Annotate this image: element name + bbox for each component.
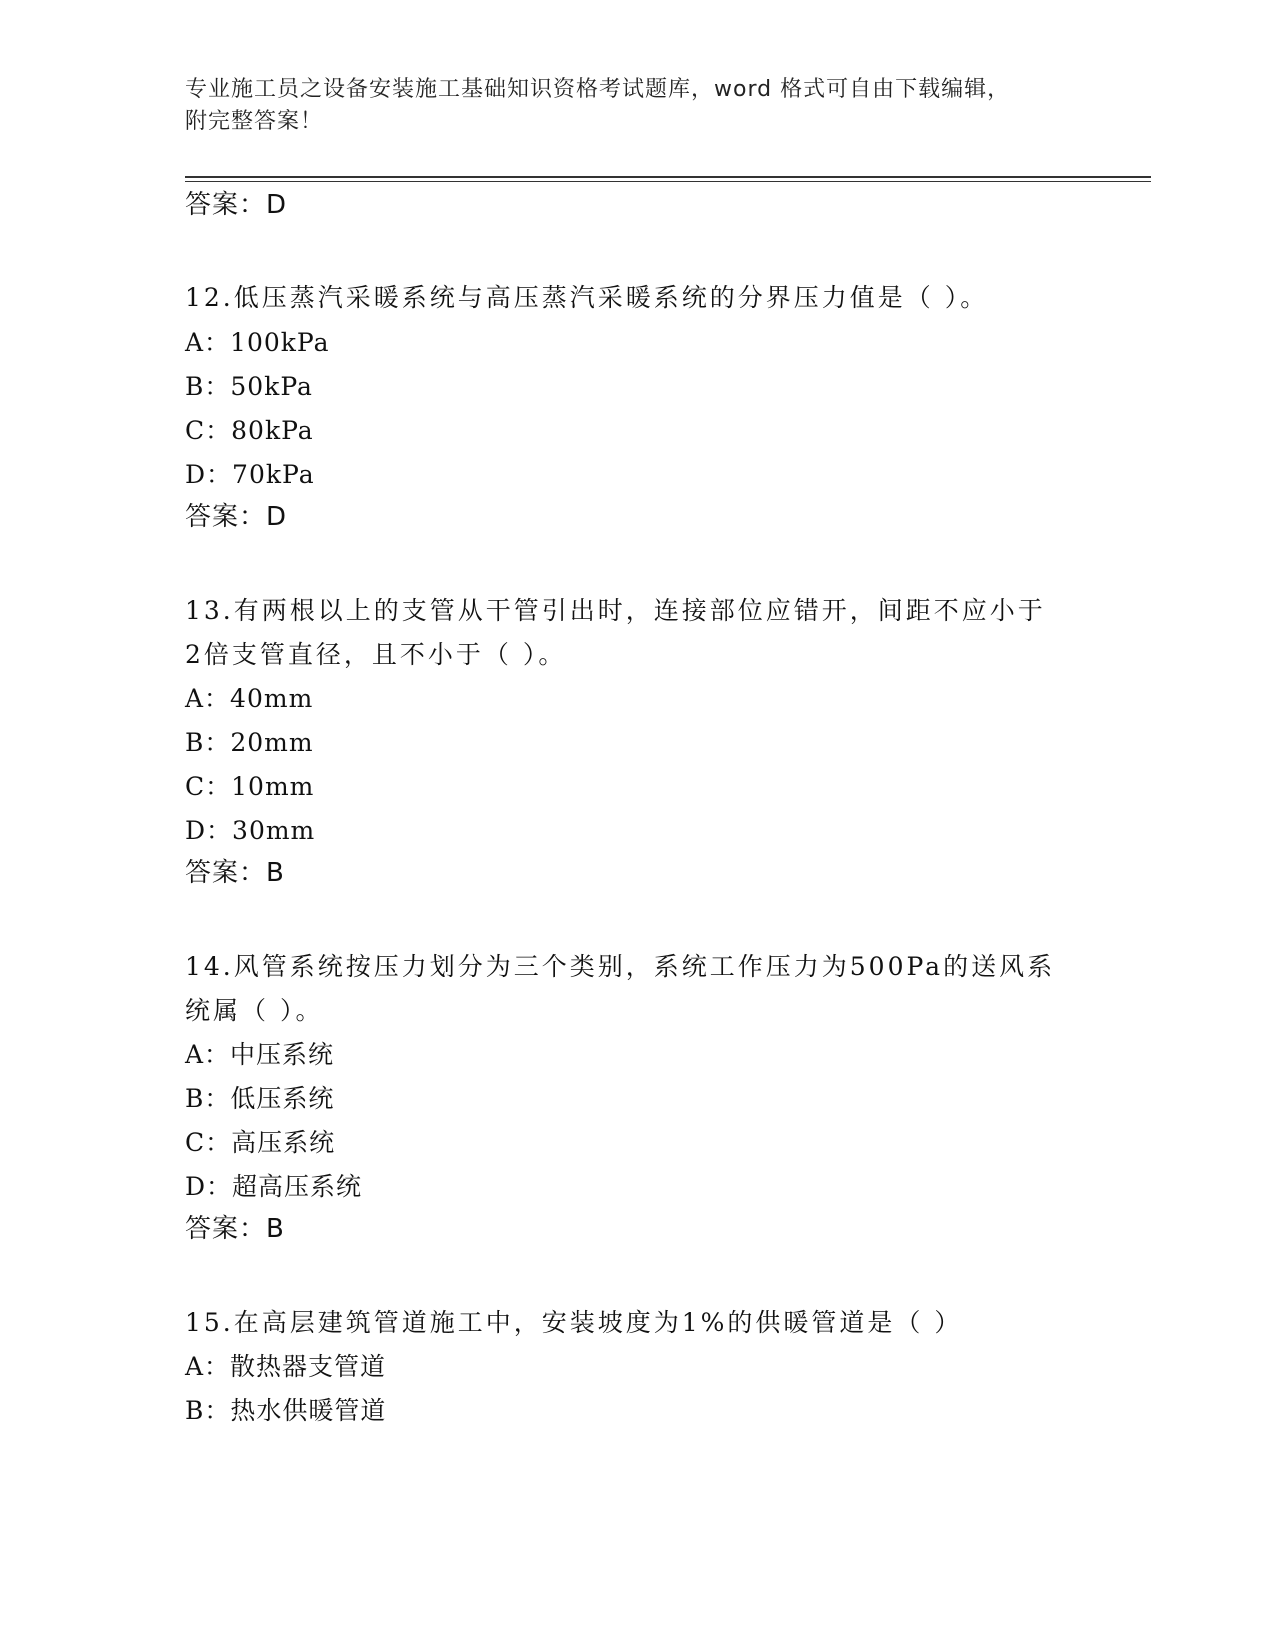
- question-13-option-d: D：30mm: [185, 816, 316, 845]
- question-15-stem: 15.在高层建筑管道施工中，安装坡度为1%的供暖管道是（ ）: [185, 1308, 963, 1337]
- header-rule-thick: [185, 176, 1151, 178]
- document-header: [185, 74, 1065, 138]
- question-14-stem-line-1: 14.风管系统按压力划分为三个类别，系统工作压力为500Pa的送风系: [185, 952, 1056, 981]
- question-14-option-d: D：超高压系统: [185, 1172, 363, 1201]
- question-15-option-a: A：散热器支管道: [185, 1352, 387, 1381]
- question-12-answer: 答案：D: [185, 502, 288, 532]
- question-12-option-d: D：70kPa: [185, 460, 315, 489]
- question-13-answer: 答案：B: [185, 858, 285, 888]
- question-13-option-c: C：10mm: [185, 772, 315, 801]
- question-14-answer: 答案：B: [185, 1214, 285, 1244]
- question-13-stem-line-2: 2倍支管直径，且不小于（ ）。: [185, 640, 567, 669]
- question-12-option-a: A：100kPa: [185, 328, 330, 357]
- question-14-option-b: B：低压系统: [185, 1084, 335, 1113]
- question-12-option-c: C：80kPa: [185, 416, 314, 445]
- question-15-option-b: B：热水供暖管道: [185, 1396, 387, 1425]
- question-13-option-b: B：20mm: [185, 728, 314, 757]
- question-13-stem-line-1: 13.有两根以上的支管从干管引出时，连接部位应错开，间距不应小于: [185, 596, 1046, 625]
- question-13-option-a: A：40mm: [185, 684, 314, 713]
- question-14-option-c: C：高压系统: [185, 1128, 336, 1157]
- previous-answer: 答案：D: [185, 190, 288, 220]
- question-14-stem-line-2: 统属（ ）。: [185, 996, 324, 1025]
- header-line-1: 专业施工员之设备安装施工基础知识资格考试题库，word 格式可自由下载编辑，: [185, 77, 1011, 102]
- question-12-stem: 12.低压蒸汽采暖系统与高压蒸汽采暖系统的分界压力值是（ ）。: [185, 283, 989, 312]
- question-14-option-a: A：中压系统: [185, 1040, 335, 1069]
- question-12-option-b: B：50kPa: [185, 372, 313, 401]
- header-line-2: 附完整答案！: [185, 109, 324, 134]
- header-rule-thin: [185, 181, 1151, 182]
